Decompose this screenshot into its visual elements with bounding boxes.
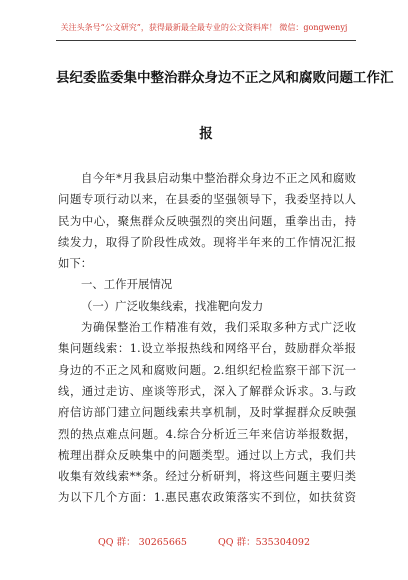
footer-qq-group-1: QQ 群： 30265665 — [97, 537, 187, 548]
body-line: 烈的热点难点问题。4.综合分析近三年来信访举报数据， — [58, 426, 356, 441]
footer-qq-group-2: QQ 群：535304092 — [218, 537, 310, 548]
body-line: 府信访部门建立问题线索共享机制，及时掌握群众反映强 — [58, 405, 356, 420]
header-divider — [56, 40, 356, 41]
footer-contact — [0, 534, 408, 548]
body-line: 为以下几个方面：1.惠民惠农政策落实不到位，如扶贫资 — [58, 490, 356, 505]
body-line: 集问题线索：1.设立举报热线和网络平台，鼓励群众举报 — [58, 341, 356, 356]
body-line: 为确保整治工作精准有效，我们采取多种方式广泛收 — [81, 320, 356, 335]
document-title-line-2: 报 — [199, 126, 213, 142]
header-banner: 关注头条号“公文研究”，获得最新最全最专业的公文资料库！ 微信：gongwenyj — [60, 23, 348, 32]
body-line: 收集有效线索**条。经过分析研判，将这些问题主要归类 — [58, 469, 356, 484]
body-line: 如下： — [58, 256, 93, 271]
body-line: 自今年*月我县启动集中整治群众身边不正之风和腐败 — [81, 171, 356, 185]
body-line: 问题专项行动以来，在县委的坚强领导下，我委坚持以人 — [58, 192, 356, 207]
subsection-heading: （一）广泛收集线索，找准靶向发力 — [81, 298, 264, 313]
document-title-line-1: 县纪委监委集中整治群众身边不正之风和腐败问题工作汇 — [56, 70, 394, 86]
document-body — [58, 168, 356, 509]
body-line: 续发力，取得了阶段性成效。现将半年来的工作情况汇报 — [58, 234, 356, 249]
section-heading: 一、工作开展情况 — [81, 277, 173, 292]
body-line: 身边的不正之风和腐败问题。2.组织纪检监察干部下沉一 — [58, 362, 356, 377]
body-line: 梳理出群众反映集中的问题类型。通过以上方式，我们共 — [58, 447, 356, 462]
body-line: 线，通过走访、座谈等形式，深入了解群众诉求。3.与政 — [58, 383, 356, 398]
body-line: 民为中心，聚焦群众反映强烈的突出问题，重拳出击，持 — [58, 213, 356, 228]
